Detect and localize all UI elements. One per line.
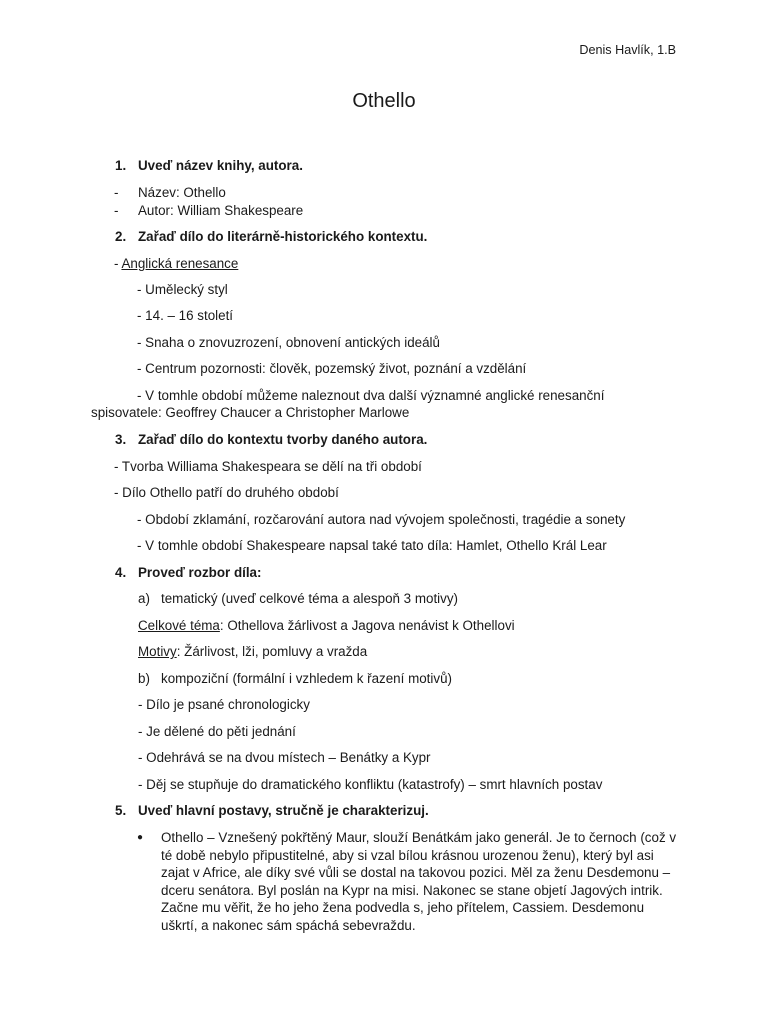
theme-line <box>138 617 515 634</box>
theme-text: : Othellova žárlivost a Jagova nenávist k Othellovi <box>219 618 515 633</box>
question-5-heading: Uveď hlavní postavy, stručně je charakterizuj. <box>138 803 429 818</box>
period-writers-line-2: spisovatele: Geoffrey Chaucer a Christopher Marlowe <box>91 405 410 420</box>
period-line <box>114 255 238 272</box>
composition-item-1: - Dílo je psané chronologicky <box>138 697 310 712</box>
motifs-label: Motivy <box>138 644 177 659</box>
q1-item-1-dash: - <box>114 185 119 200</box>
motifs-line <box>138 643 367 660</box>
character-othello: Othello – Vznešený pokřtěný Maur, slouží Benátkám jako generál. Je to černoch (což v té době nebylo připustitelné, aby si vzal bílou krásnou urozenou ženu), který byl asi zajat v Africe, ale díky své vůli se dostal na takovou pozici. Měl za ženu Desdemonu – dceru senátora. Byl poslán na Kypr na misi. Nakonec se stane objetí Jagových intrik. Začne mu věřit, že ho jeho žena podvedla s, jeho přítelem, Cassiem. Desdemonu uškrtí, a nakonec sám spáchá sebevraždu. <box>161 830 677 933</box>
author-work-subline-2: - V tomhle období Shakespeare napsal také tato díla: Hamlet, Othello Král Lear <box>137 538 607 553</box>
author-name: Denis Havlík, 1.B <box>579 43 676 57</box>
author-work-subline-1: - Období zklamání, rozčarování autora nad vývojem společnosti, tragédie a sonety <box>137 512 626 527</box>
author-work-line-1: - Tvorba Williama Shakespeara se dělí na tři období <box>114 459 422 474</box>
period-detail-3: - Snaha o znovuzrození, obnovení antických ideálů <box>137 335 440 350</box>
bullet-icon: ● <box>137 832 144 843</box>
document-title: Othello <box>352 90 416 112</box>
composition-item-2: - Je dělené do pěti jednání <box>138 724 296 739</box>
q1-item-2-dash: - <box>114 203 119 218</box>
period-name: Anglická renesance <box>121 256 239 271</box>
q1-item-1: Název: Othello <box>138 185 226 200</box>
period-detail-1: - Umělecký styl <box>137 282 228 297</box>
q1-item-2: Autor: William Shakespeare <box>138 203 304 218</box>
question-5-number: 5. <box>115 803 127 818</box>
analysis-a-text: tematický (uveď celkové téma a alespoň 3 motivy) <box>161 591 458 606</box>
question-4-number: 4. <box>115 565 127 580</box>
question-2-heading: Zařaď dílo do literárně-historického kontextu. <box>138 229 428 244</box>
period-writers-line-1: - V tomhle období můžeme naleznout dva další významné anglické renesanční <box>137 388 605 403</box>
analysis-a-label: a) <box>138 591 150 606</box>
question-4-heading: Proveď rozbor díla: <box>138 565 262 580</box>
period-detail-4: - Centrum pozornosti: člověk, pozemský život, poznání a vzdělání <box>137 361 527 376</box>
theme-label: Celkové téma <box>138 618 220 633</box>
question-2-number: 2. <box>115 229 127 244</box>
period-dash: - <box>114 256 122 271</box>
composition-item-3: - Odehrává se na dvou místech – Benátky a Kypr <box>138 750 431 765</box>
analysis-b-label: b) <box>138 671 150 686</box>
motifs-text: : Žárlivost, lži, pomluvy a vražda <box>176 644 368 659</box>
question-1-number: 1. <box>115 158 127 173</box>
question-3-heading: Zařaď dílo do kontextu tvorby daného autora. <box>138 432 428 447</box>
question-1-heading: Uveď název knihy, autora. <box>138 158 303 173</box>
author-work-line-2: - Dílo Othello patří do druhého období <box>114 485 339 500</box>
period-detail-2: - 14. – 16 století <box>137 308 234 323</box>
analysis-b-text: kompoziční (formální i vzhledem k řazení motivů) <box>161 671 452 686</box>
composition-item-4: - Děj se stupňuje do dramatického konfliktu (katastrofy) – smrt hlavních postav <box>138 777 603 792</box>
question-3-number: 3. <box>115 432 127 447</box>
